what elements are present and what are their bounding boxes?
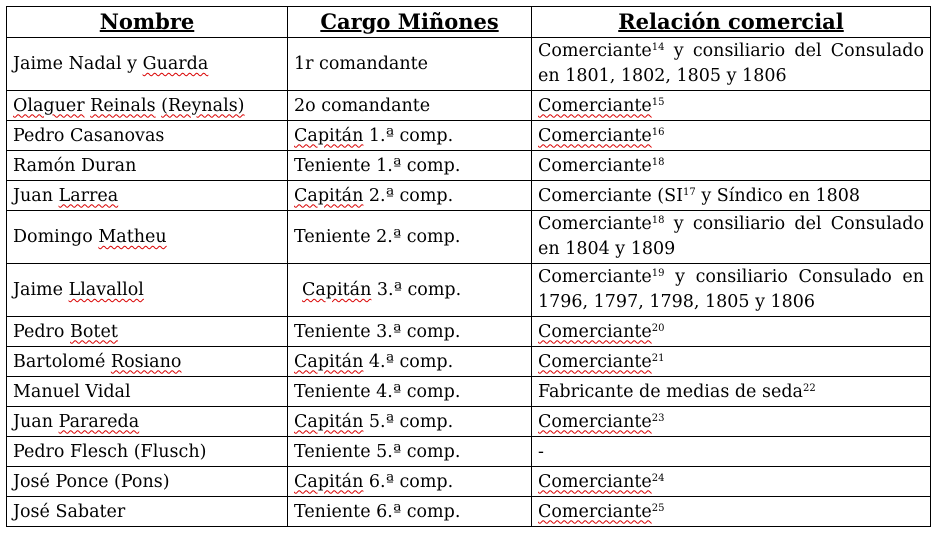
nombre-text: Bartolomé Rosiano — [13, 351, 182, 372]
table-row — [7, 437, 931, 467]
relacion-text: Comerciante — [538, 267, 652, 287]
cell-nombre — [7, 211, 288, 264]
nombre-text: Domingo Matheu — [13, 227, 167, 247]
nombre-text: José Sabater — [13, 501, 126, 522]
cell-nombre — [7, 347, 288, 377]
cell-nombre — [7, 437, 288, 467]
footnote-ref: 24 — [651, 472, 665, 484]
relacion-text: Comerciante (SI — [538, 185, 684, 206]
cell-cargo — [288, 347, 532, 377]
cell-nombre — [7, 264, 288, 317]
relacion-text: Comerciante — [538, 321, 652, 342]
cell-relacion — [532, 91, 931, 121]
relacion-text: Comerciante — [538, 411, 652, 432]
nombre-text: Pedro Casanovas — [13, 125, 165, 146]
cell-relacion — [532, 181, 931, 211]
cargo-text: Capitán 2.ª comp. — [294, 185, 454, 206]
cell-cargo — [288, 121, 532, 151]
cell-nombre — [7, 317, 288, 347]
cargo-text: Capitán 6.ª comp. — [294, 471, 454, 492]
nombre-text: Olaguer Reinals (Reynals) — [13, 95, 245, 116]
cell-cargo — [288, 91, 532, 121]
cell-cargo — [288, 437, 532, 467]
cell-relacion — [532, 121, 931, 151]
cargo-text: Teniente 2.ª comp. — [294, 227, 461, 247]
header-cargo: Cargo Miñones — [288, 7, 532, 38]
cell-relacion — [532, 211, 931, 264]
relacion-text: Fabricante de medias de seda — [538, 381, 803, 402]
cell-relacion — [532, 264, 931, 317]
table-row — [7, 264, 931, 317]
relacion-text: Comerciante — [538, 501, 652, 522]
nombre-text: Ramón Duran — [13, 155, 137, 176]
officers-table — [6, 6, 931, 527]
nombre-text: Pedro Flesch (Flusch) — [13, 441, 207, 462]
footnote-ref: 23 — [651, 412, 665, 424]
nombre-text: Pedro Botet — [13, 321, 118, 342]
relacion-text: Comerciante — [538, 351, 652, 372]
cell-cargo — [288, 377, 532, 407]
cell-nombre — [7, 121, 288, 151]
cargo-text: Teniente 4.ª comp. — [294, 381, 461, 402]
header-nombre: Nombre — [7, 7, 288, 38]
nombre-text: Juan Parareda — [13, 411, 140, 432]
cell-nombre — [7, 467, 288, 497]
cargo-text: Teniente 5.ª comp. — [294, 441, 461, 462]
cargo-text: Capitán 1.ª comp. — [294, 125, 454, 146]
cell-nombre — [7, 91, 288, 121]
table-row — [7, 151, 931, 181]
footnote-ref: 22 — [802, 382, 816, 394]
cell-cargo — [288, 211, 532, 264]
cargo-text: 1r comandante — [294, 54, 428, 74]
cargo-text: Capitán 5.ª comp. — [294, 411, 454, 432]
nombre-text: Manuel Vidal — [13, 381, 131, 402]
nombre-text: Jaime Llavallol — [13, 280, 144, 300]
cell-cargo — [288, 151, 532, 181]
table-row — [7, 497, 931, 527]
footnote-ref: 25 — [651, 502, 665, 514]
footnote-ref: 14 — [651, 42, 665, 53]
nombre-text: José Ponce (Pons) — [13, 471, 170, 492]
cargo-text: Capitán 3.ª comp. — [302, 280, 462, 300]
cargo-text: Teniente 3.ª comp. — [294, 321, 461, 342]
relacion-text: Comerciante — [538, 125, 652, 146]
table-row — [7, 91, 931, 121]
cell-relacion — [532, 377, 931, 407]
cell-cargo — [288, 497, 532, 527]
cell-relacion — [532, 497, 931, 527]
cell-nombre — [7, 38, 288, 91]
relacion-rest: y consiliario Consulado en 1796, 1797, 1798, 1805 y 1806 — [538, 267, 924, 312]
table-row — [7, 181, 931, 211]
table-row — [7, 467, 931, 497]
cell-cargo — [288, 317, 532, 347]
cell-cargo — [288, 181, 532, 211]
relacion-text: - — [538, 441, 544, 462]
footnote-ref: 20 — [651, 322, 665, 334]
cell-nombre — [7, 151, 288, 181]
cell-nombre — [7, 181, 288, 211]
cell-cargo — [288, 38, 532, 91]
cargo-text: 2o comandante — [294, 95, 431, 116]
cell-relacion — [532, 407, 931, 437]
cell-relacion — [532, 347, 931, 377]
header-relacion: Relación comercial — [532, 7, 931, 38]
cell-relacion — [532, 317, 931, 347]
relacion-text: Comerciante — [538, 95, 652, 116]
cargo-text: Teniente 6.ª comp. — [294, 501, 461, 522]
relacion-text: Comerciante — [538, 471, 652, 492]
nombre-text: Juan Larrea — [13, 185, 119, 206]
cell-nombre — [7, 377, 288, 407]
footnote-ref: 18 — [651, 215, 665, 226]
cell-cargo — [288, 407, 532, 437]
footnote-ref: 15 — [651, 96, 665, 108]
footnote-ref: 19 — [651, 268, 665, 279]
cell-cargo — [288, 467, 532, 497]
footnote-ref: 18 — [651, 156, 665, 168]
cargo-text: Capitán 4.ª comp. — [294, 351, 454, 372]
table-row — [7, 377, 931, 407]
table-row — [7, 347, 931, 377]
relacion-rest: y Síndico en 1808 — [695, 185, 861, 206]
header-row — [7, 7, 931, 38]
cargo-text: Teniente 1.ª comp. — [294, 155, 461, 176]
table-row — [7, 211, 931, 264]
relacion-text: Comerciante — [538, 41, 652, 61]
relacion-rest: y consiliario del Consulado en 1804 y 1809 — [538, 214, 924, 259]
cell-relacion — [532, 38, 931, 91]
table-body — [7, 38, 931, 527]
table-row — [7, 121, 931, 151]
relacion-rest: y consiliario del Consulado en 1801, 1802, 1805 y 1806 — [538, 41, 924, 86]
cell-relacion — [532, 437, 931, 467]
cell-relacion — [532, 151, 931, 181]
relacion-text: Comerciante — [538, 214, 652, 234]
cell-cargo — [288, 264, 532, 317]
cell-relacion — [532, 467, 931, 497]
cell-nombre — [7, 497, 288, 527]
footnote-ref: 21 — [651, 352, 665, 364]
relacion-text: Comerciante — [538, 155, 652, 176]
table-row — [7, 317, 931, 347]
cell-nombre — [7, 407, 288, 437]
nombre-text: Jaime Nadal y Guarda — [13, 54, 209, 74]
footnote-ref: 17 — [683, 186, 696, 198]
footnote-ref: 16 — [651, 126, 665, 138]
table-row — [7, 38, 931, 91]
table-row — [7, 407, 931, 437]
